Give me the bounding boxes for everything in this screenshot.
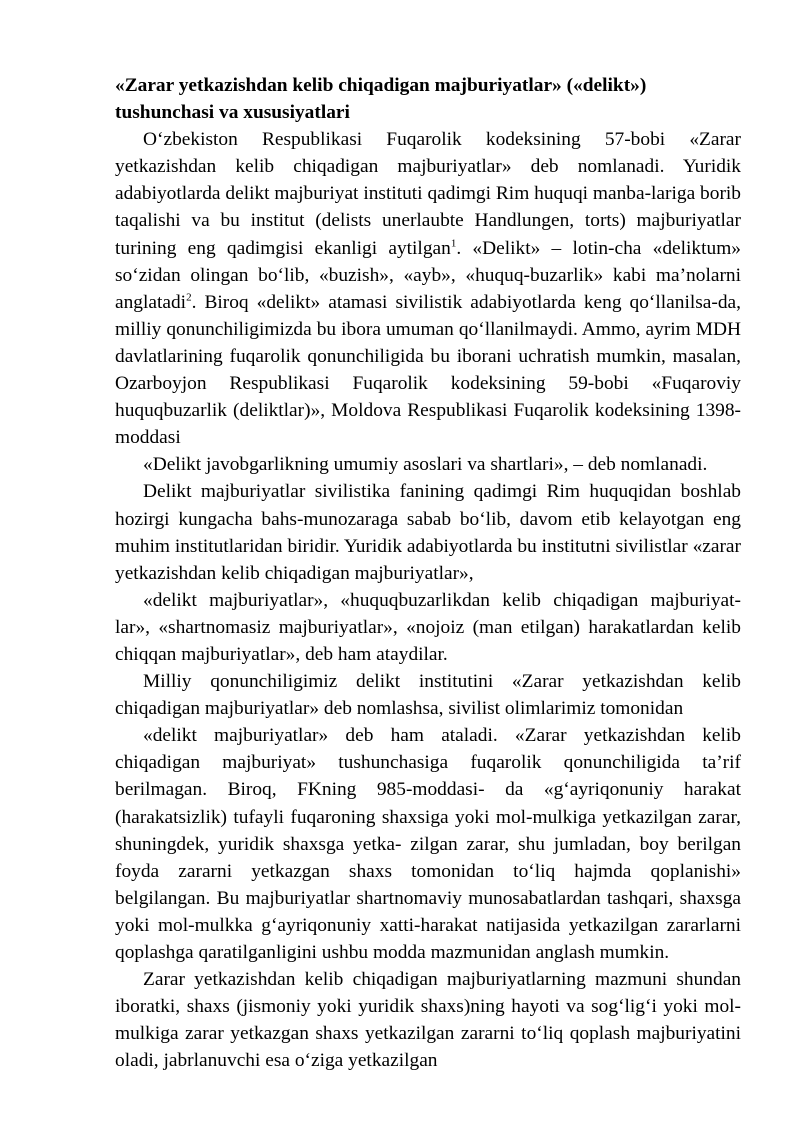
paragraph-4: Zarar yetkazishdan kelib chiqadigan majburiyatlarning mazmuni shundan iboratki, shaxs (jismoniy yoki yuridik shaxs)ning hayoti va sog‘lig‘i yoki mol-mulkiga zarar yetkazgan shaxs yetkazilgan zararni to‘liq qoplash majburiyatini oladi, jabrlanuvchi esa o‘ziga yetkazilgan [115,969,741,1072]
paragraph-2-continuation: «delikt majburiyatlar», «huquqbuzarlikdan kelib chiqadigan majburiyat- lar», «shartnomasiz majburiyatlar», «nojoiz (man etilgan) harakatlardan kelib chiqqan majburiyatlar», deb ham ataydilar. [115,589,741,665]
paragraph-1 [115,126,741,451]
section-heading: «Zarar yetkazishdan kelib chiqadigan majburiyatlar» («delikt») tushunchasi va xususiyatlari [115,75,647,124]
document-page [115,72,741,1074]
paragraph-3-continuation: «delikt majburiyatlar» deb ham ataladi. «Zarar yetkazishdan kelib chiqadigan majburiyat» tushunchasiga fuqarolik qonunchiligida ta’rif berilmagan. Biroq, FKning 985-moddasi- da «g‘ayriqonuniy harakat (harakatsizlik) tufayli fuqaroning shaxsiga yoki mol-mulkiga yetkazilgan zarar, shuningdek, yuridik shaxsga yetka- zilgan zarar, shu jumladan, boy berilgan foyda zararni yetkazgan shaxs tomonidan to‘liq hajmda qoplanishi» belgilangan. Bu majburiyatlar shartnomaviy munosabatlardan tashqari, shaxsga yoki mol-mulkka g‘ayriqonuniy xatti-harakat natijasida yetkazilgan zararlarni qoplashga qaratilganligini ushbu modda mazmunidan anglash mumkin. [115,725,741,963]
paragraph-3: Milliy qonunchiligimiz delikt institutini «Zarar yetkazishdan kelib chiqadigan majburiyatlar» deb nomlashsa, sivilist olimlarimiz tomonidan [115,671,741,720]
paragraph-1-text-c: . Biroq «delikt» atamasi sivilistik adabiyotlarda keng qo‘llanilsa-da, milliy qonunchiligimizda bu ibora umuman qo‘llanilmaydi. Ammo, ayrim MDH davlatlarining fuqarolik qonunchiligida bu iborani uchratish mumkin, masalan, Ozarboyjon Respublikasi Fuqarolik kodeksining 59-bobi «Fuqaroviy huquqbuzarlik (deliktlar)», Moldova Respublikasi Fuqarolik kodeksining 1398-moddasi [115,291,741,449]
paragraph-1-text-b: . «Delikt» – lotin-cha «deliktum» so‘zidan olingan bo‘lib, «buzish», «ayb», «huquq-buzarlik» kabi ma’nolarni anglatadi [115,237,741,313]
footnote-ref-1[interactable]: 1 [450,237,457,250]
footnote-ref-2[interactable]: 2 [186,291,192,304]
paragraph-1-continuation: «Delikt javobgarlikning umumiy asoslari va shartlari», – deb nomlanadi. [143,454,708,476]
paragraph-1-text-a: O‘zbekiston Respublikasi Fuqarolik kodeksining 57-bobi «Zarar yetkazishdan kelib chiqadigan majburiyatlar» deb nomlanadi. Yuridik adabiyotlarda delikt majburiyat instituti qadimgi Rim huquqi manba-lariga borib taqalishi va bu institut (delists unerlaubte Handlungen, torts) majburiyatlar turining eng qadimgisi ekanligi aytilgan [115,129,741,259]
paragraph-2: Delikt majburiyatlar sivilistika fanining qadimgi Rim huquqidan boshlab hozirgi kungacha bahs-munozaraga sabab bo‘lib, davom etib kelayotgan eng muhim institutlaridan biridir. Yuridik adabiyotlarda bu institutni sivilistlar «zarar yetkazishdan kelib chiqadigan majburiyatlar», [115,481,741,584]
